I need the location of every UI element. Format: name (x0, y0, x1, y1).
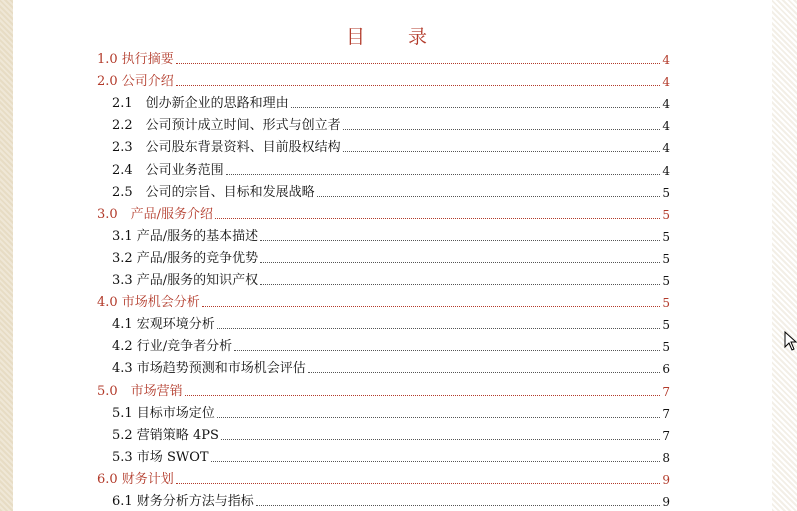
toc-entry-page-number: 5 (662, 318, 670, 333)
dot-leader (176, 85, 661, 86)
toc-entry-page-number: 4 (662, 97, 670, 112)
toc-entry-label: 5.0 市场营销 (97, 383, 183, 399)
toc-entry-page-number: 9 (662, 495, 670, 509)
dot-leader (217, 417, 661, 418)
dot-leader (343, 151, 661, 152)
dot-leader (260, 262, 660, 263)
toc-entry-page-number: 5 (662, 340, 670, 355)
toc-entry-label: 2.0 公司介绍 (97, 74, 174, 90)
toc-entry-page-number: 5 (662, 207, 670, 222)
dot-leader (308, 372, 661, 373)
toc-entry[interactable] (112, 450, 670, 466)
toc-entry-label: 5.1 目标市场定位 (112, 405, 215, 421)
dot-leader (185, 395, 661, 396)
dot-leader (317, 196, 661, 197)
toc-entry-label: 5.2 营销策略 4PS (112, 427, 219, 443)
dot-leader (221, 439, 660, 440)
toc-entry-page-number: 5 (662, 274, 670, 288)
toc-entry[interactable] (112, 96, 670, 112)
toc-entry-label: 6.1 财务分析方法与指标 (112, 494, 254, 509)
dot-leader (202, 306, 661, 307)
toc-entry-label: 2.4 公司业务范围 (112, 162, 224, 178)
toc-entry-label: 2.2 公司预计成立时间、形式与创立者 (112, 118, 341, 134)
toc-entry[interactable] (97, 207, 670, 223)
toc-entry[interactable] (112, 118, 670, 134)
dot-leader (226, 174, 661, 175)
right-background (772, 0, 797, 511)
toc-entry-page-number: 7 (662, 406, 670, 421)
toc-entry-page-number: 5 (662, 251, 670, 266)
dot-leader (291, 107, 661, 108)
toc-entry-label: 5.3 市场 SWOT (112, 449, 209, 465)
toc-entry-label: 3.1 产品/服务的基本描述 (112, 228, 259, 244)
toc-entry-page-number: 4 (662, 53, 670, 67)
toc-entry-label: 1.0 执行摘要 (97, 52, 174, 67)
toc-entry-label: 2.5 公司的宗旨、目标和发展战略 (112, 184, 315, 200)
toc-entry[interactable] (97, 52, 670, 68)
toc-entry[interactable] (112, 229, 670, 245)
toc-entry[interactable] (112, 494, 670, 510)
toc-entry[interactable] (112, 140, 670, 156)
dot-leader (260, 240, 660, 241)
toc-entry-page-number: 5 (662, 229, 670, 244)
toc-entry-page-number: 7 (662, 384, 670, 399)
toc-entry-label: 3.0 产品/服务介绍 (97, 206, 214, 222)
dot-leader (343, 129, 661, 130)
toc-entry-page-number: 6 (662, 362, 670, 377)
toc-entry-label: 3.2 产品/服务的竞争优势 (112, 250, 259, 266)
toc-entry[interactable] (97, 74, 670, 90)
toc-entry-page-number: 4 (662, 163, 670, 178)
toc-entry-label: 4.1 宏观环境分析 (112, 317, 215, 333)
toc-entry-label: 4.0 市场机会分析 (97, 295, 200, 311)
left-margin (0, 0, 13, 511)
toc-entry-page-number: 4 (662, 141, 670, 156)
toc-entry[interactable] (112, 361, 670, 377)
toc-entry[interactable] (112, 406, 670, 422)
toc-title: 目 录 (345, 26, 439, 48)
dot-leader (176, 483, 661, 484)
toc-entry[interactable] (112, 273, 670, 289)
dot-leader (217, 328, 661, 329)
toc-entry-label: 2.3 公司股东背景资料、目前股权结构 (112, 140, 341, 156)
toc-entry[interactable] (112, 251, 670, 267)
toc-entry-label: 6.0 财务计划 (97, 471, 174, 487)
toc-entry-page-number: 7 (662, 428, 670, 443)
mouse-cursor-icon (784, 331, 797, 351)
dot-leader (215, 218, 660, 219)
toc-entry-label: 3.3 产品/服务的知识产权 (112, 273, 259, 288)
toc-entry[interactable] (112, 163, 670, 179)
toc-entry[interactable] (112, 185, 670, 201)
toc-entry[interactable] (112, 428, 670, 444)
toc-entry-page-number: 4 (662, 75, 670, 90)
document-page (13, 0, 772, 511)
toc-entry[interactable] (112, 317, 670, 333)
dot-leader (234, 350, 660, 351)
toc-entry[interactable] (97, 472, 670, 488)
toc-entry-page-number: 5 (662, 185, 670, 200)
toc-entry-page-number: 8 (662, 450, 670, 465)
toc-entry[interactable] (97, 384, 670, 400)
dot-leader (260, 284, 660, 285)
toc-entry-page-number: 4 (662, 119, 670, 134)
toc-entry-label: 4.3 市场趋势预测和市场机会评估 (112, 361, 306, 377)
toc-entry-label: 2.1 创办新企业的思路和理由 (112, 96, 289, 112)
toc-entry-page-number: 9 (662, 472, 670, 487)
dot-leader (176, 63, 661, 64)
dot-leader (256, 505, 661, 506)
toc-entry-page-number: 5 (662, 296, 670, 311)
toc-entry[interactable] (97, 295, 670, 311)
toc-entry-label: 4.2 行业/竞争者分析 (112, 339, 233, 355)
dot-leader (211, 461, 661, 462)
toc-entry[interactable] (112, 339, 670, 355)
